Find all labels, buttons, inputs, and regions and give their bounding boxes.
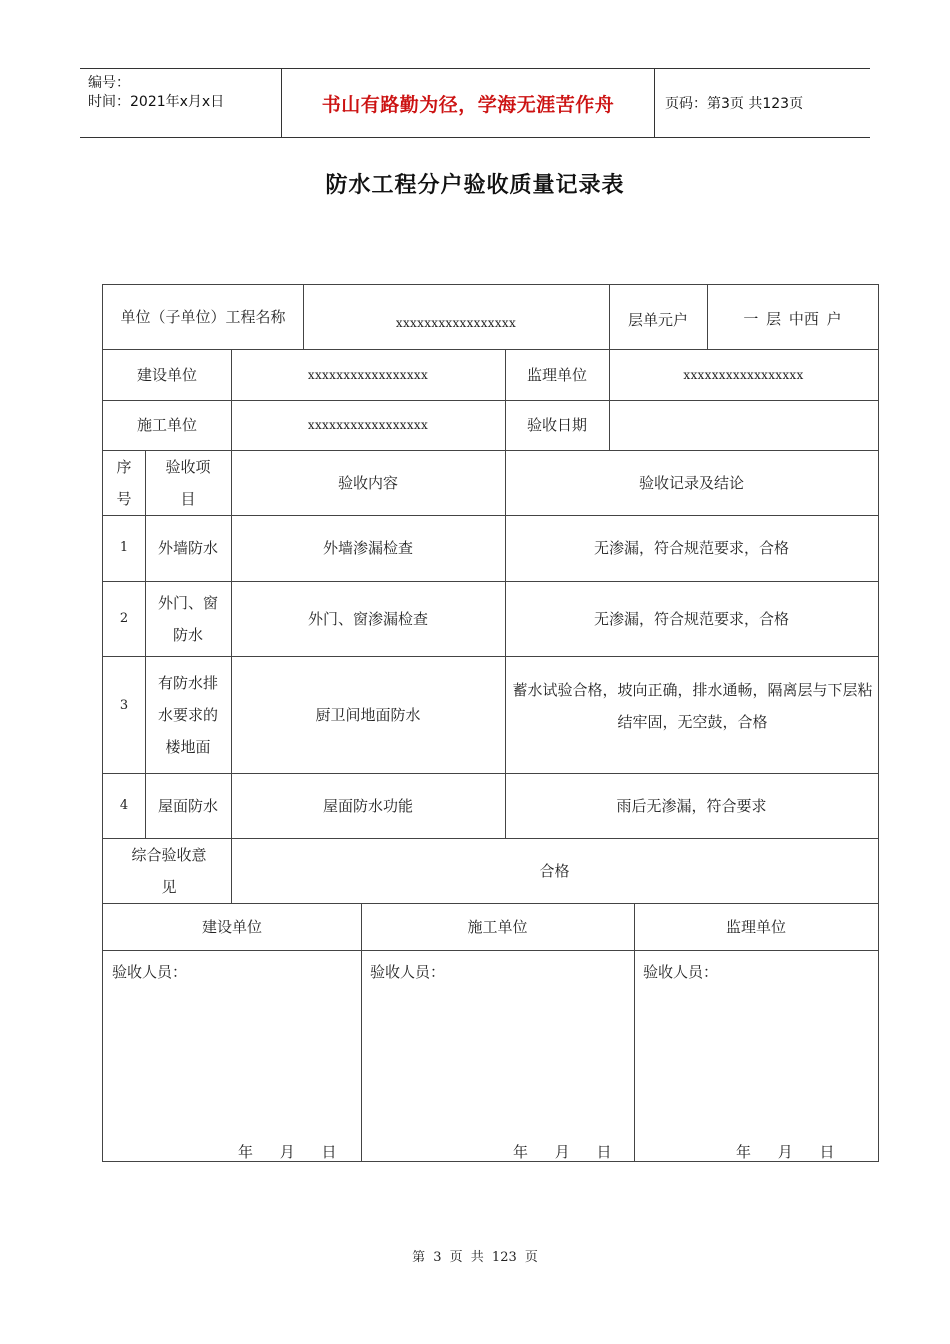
- contractor-label: 施工单位: [136, 416, 197, 434]
- row-3-result: 蓄水试验合格，坡向正确，排水通畅，隔离层与下层粘结牢固，无空鼓，合格: [512, 681, 873, 731]
- row-2-result: 无渗漏，符合规范要求，合格: [593, 609, 789, 628]
- document-title: 防水工程分户验收质量记录表: [325, 173, 625, 198]
- row-3-no: 3: [119, 698, 129, 713]
- header-meta: [80, 69, 281, 137]
- col-header-result: 验收记录及结论: [638, 473, 744, 492]
- unit-label: 层单元户: [627, 311, 688, 329]
- page-header: [80, 68, 870, 138]
- overall-opinion-value: 合格: [539, 861, 570, 880]
- sign-contractor-person-label: 验收人员：: [370, 963, 446, 981]
- row-3-item: 有防水排水要求的楼地面: [157, 673, 218, 756]
- sign-supervisor-person-label: 验收人员：: [643, 963, 719, 981]
- sign-supervisor-date: 年 月 日: [736, 1143, 835, 1161]
- sign-supervisor-header: 监理单位: [725, 917, 786, 936]
- builder-value: xxxxxxxxxxxxxxxxx: [307, 367, 429, 382]
- col-header-item: 验收项目: [165, 457, 211, 508]
- supervisor-label: 监理单位: [526, 365, 587, 384]
- row-2-no: 2: [119, 610, 129, 626]
- sign-builder-header: 建设单位: [201, 917, 262, 936]
- sign-contractor-header: 施工单位: [467, 917, 528, 936]
- row-1-result: 无渗漏，符合规范要求，合格: [593, 539, 789, 557]
- sign-contractor-date: 年 月 日: [513, 1143, 612, 1161]
- row-1-content: 外墙渗漏检查: [322, 539, 413, 557]
- row-2-content: 外门、窗渗漏检查: [307, 609, 428, 628]
- row-4-content: 屋面防水功能: [322, 796, 413, 815]
- project-name-value: xxxxxxxxxxxxxxxxx: [395, 316, 517, 330]
- row-1-no: 1: [119, 540, 129, 555]
- overall-opinion-label: 综合验收意见: [131, 845, 207, 896]
- header-page-info: 页码：第3页 共123页: [665, 96, 804, 112]
- inspection-date-value: [609, 400, 878, 450]
- inspection-date-label: 验收日期: [526, 416, 587, 434]
- sign-builder-date: 年 月 日: [238, 1143, 337, 1161]
- row-3-content: 厨卫间地面防水: [315, 705, 421, 724]
- project-name-label: 单位（子单位）工程名称: [120, 308, 286, 326]
- row-2-item: 外门、窗防水: [157, 593, 218, 644]
- header-motto: 书山有路勤为径，学海无涯苦作舟: [281, 69, 655, 137]
- supervisor-value: xxxxxxxxxxxxxxxxx: [683, 367, 804, 382]
- col-header-no: 序号: [116, 457, 132, 508]
- row-1-item: 外墙防水: [157, 539, 218, 557]
- col-header-content: 验收内容: [337, 473, 398, 492]
- row-4-no: 4: [119, 797, 129, 813]
- contractor-value: xxxxxxxxxxxxxxxxx: [307, 418, 429, 432]
- inspection-form-table: [102, 284, 879, 1162]
- sign-builder-person-label: 验收人员：: [112, 963, 188, 981]
- row-4-result: 雨后无渗漏，符合要求: [616, 796, 767, 815]
- time-label: 时间：2021年x月x日: [88, 94, 225, 110]
- number-label: 编号：: [88, 75, 130, 91]
- builder-label: 建设单位: [136, 365, 197, 384]
- page-footer: 第 3 页 共 123 页: [412, 1250, 538, 1265]
- unit-value: 一 层 中西 户: [743, 310, 842, 328]
- row-4-item: 屋面防水: [157, 796, 218, 815]
